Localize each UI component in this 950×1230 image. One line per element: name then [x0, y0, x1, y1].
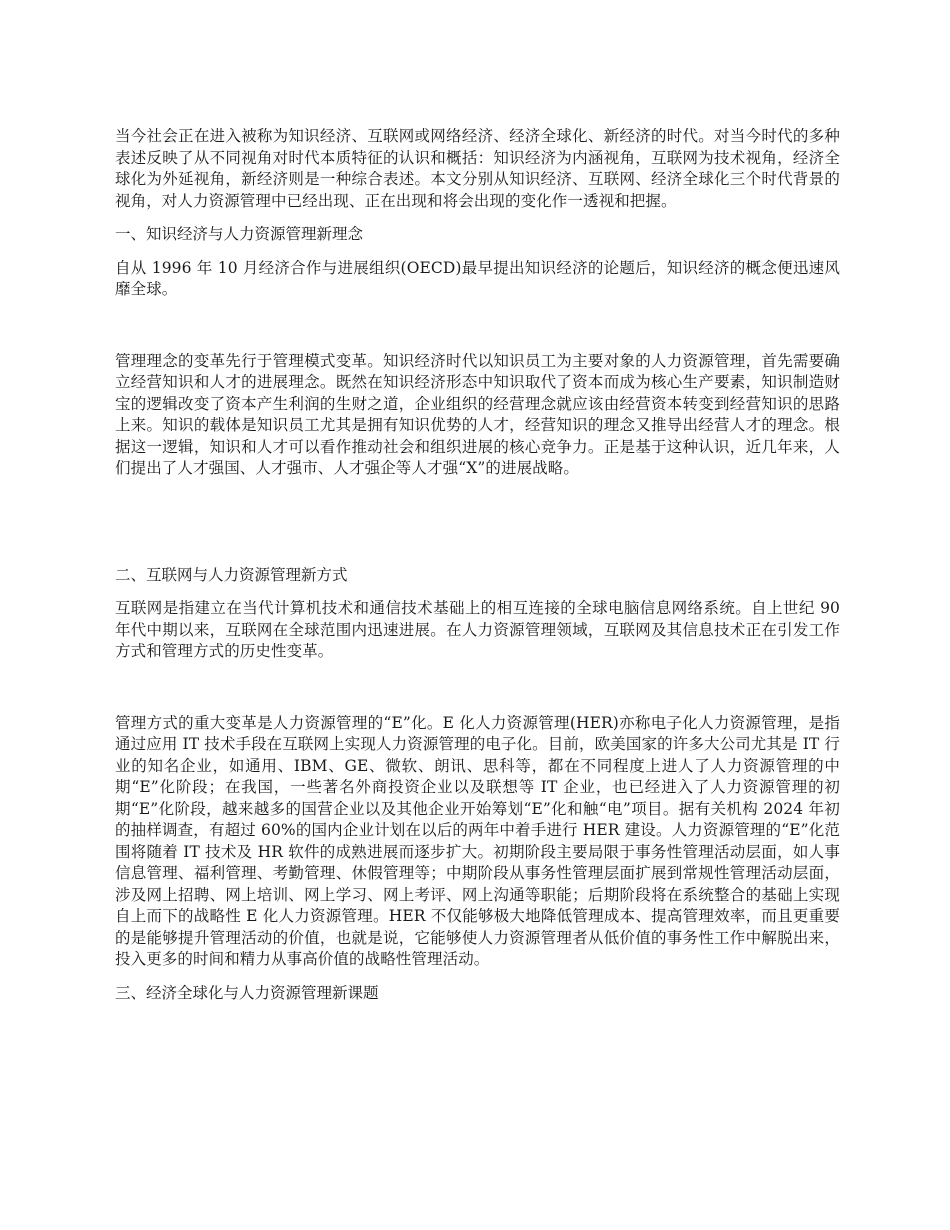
- paragraph-e-hr: 管理方式的重大变革是人力资源管理的“E”化。E 化人力资源管理(HER)亦称电子化人力资源管理，是指通过应用 IT 技术手段在互联网上实现人力资源管理的电子化。目前，欧美国家的许多大公司尤其是 IT 行业的知名企业，如通用、IBM、GE、微软、朗讯、思科等，都在不同程度上进人了人力资源管理的中期“E”化阶段；在我国，一些著名外商投资企业以及联想等 IT 企业，也已经进入了人力资源管理的初期“E”化阶段，越来越多的国营企业以及其他企业开始筹划“E”化和触“电”项目。据有关机构 2024 年初的抽样调查，有超过 60%的国内企业计划在以后的两年中着手进行 HER 建设。人力资源管理的“E”化范围将随着 IT 技术及 HR 软件的成熟进展而逐步扩大。初期阶段主要局限于事务性管理活动层面，如人事信息管理、福利管理、考勤管理、休假管理等；中期阶段从事务性管理层面扩展到常规性管理活动层面，涉及网上招聘、网上培训、网上学习、网上考评、网上沟通等职能；后期阶段将在系统整合的基础上实现自上而下的战略性 E 化人力资源管理。HER 不仅能够极大地降低管理成本、提高管理效率，而且更重要的是能够提升管理活动的价值，也就是说，它能够使人力资源管理者从低价值的事务性工作中解脱出来，投入更多的时间和精力从事高价值的战略性管理活动。: [115, 713, 841, 968]
- spacer: [115, 480, 840, 565]
- spacer: [115, 586, 840, 598]
- document-page: [115, 126, 840, 1004]
- paragraph-oecd: 自从 1996 年 10 月经济合作与进展组织(OECD)最早提出知识经济的论题后，知识经济的概念便迅速风靡全球。: [115, 258, 840, 298]
- spacer: [115, 301, 840, 351]
- spacer: [115, 212, 840, 224]
- spacer: [115, 246, 840, 258]
- section-heading-knowledge-economy: 一、知识经济与人力资源管理新理念: [115, 225, 364, 243]
- section-heading-internet: 二、互联网与人力资源管理新方式: [115, 565, 348, 584]
- paragraph-internet-definition: 互联网是指建立在当代计算机技术和通信技术基础上的相互连接的全球电脑信息网络系统。自上世纪 90 年代中期以来，互联网在全球范围内迅速进展。在人力资源管理领域，互联网及其信息技术正在引发工作方式和管理方式的历史性变革。: [115, 599, 840, 660]
- section-heading-globalization: 三、经济全球化与人力资源管理新课题: [115, 983, 379, 1002]
- spacer: [115, 663, 840, 713]
- spacer: [115, 971, 840, 983]
- intro-paragraph: 当今社会正在进入被称为知识经济、互联网或网络经济、经济全球化、新经济的时代。对当今时代的多种表述反映了从不同视角对时代本质特征的认识和概括：知识经济为内涵视角，互联网为技术视角，经济全球化为外延视角，新经济则是一种综合表述。本文分别从知识经济、互联网、经济全球化三个时代背景的视角，对人力资源管理中已经出现、正在出现和将会出现的变化作一透视和把握。: [115, 127, 840, 210]
- paragraph-management-concept: 管理理念的变革先行于管理模式变革。知识经济时代以知识员工为主要对象的人力资源管理，首先需要确立经营知识和人才的进展理念。既然在知识经济形态中知识取代了资本而成为核心生产要素，知识制造财宝的逻辑改变了资本产生利润的生财之道，企业组织的经营理念就应该由经营资本转变到经营知识的思路上来。知识的载体是知识员工尤其是拥有知识优势的人才，经营知识的理念又推导出经营人才的理念。根据这一逻辑，知识和人才可以看作推动社会和组织进展的核心竞争力。正是基于这种认识，近几年来，人们提出了人才强国、人才强市、人才强企等人才强“X”的进展战略。: [115, 351, 840, 477]
